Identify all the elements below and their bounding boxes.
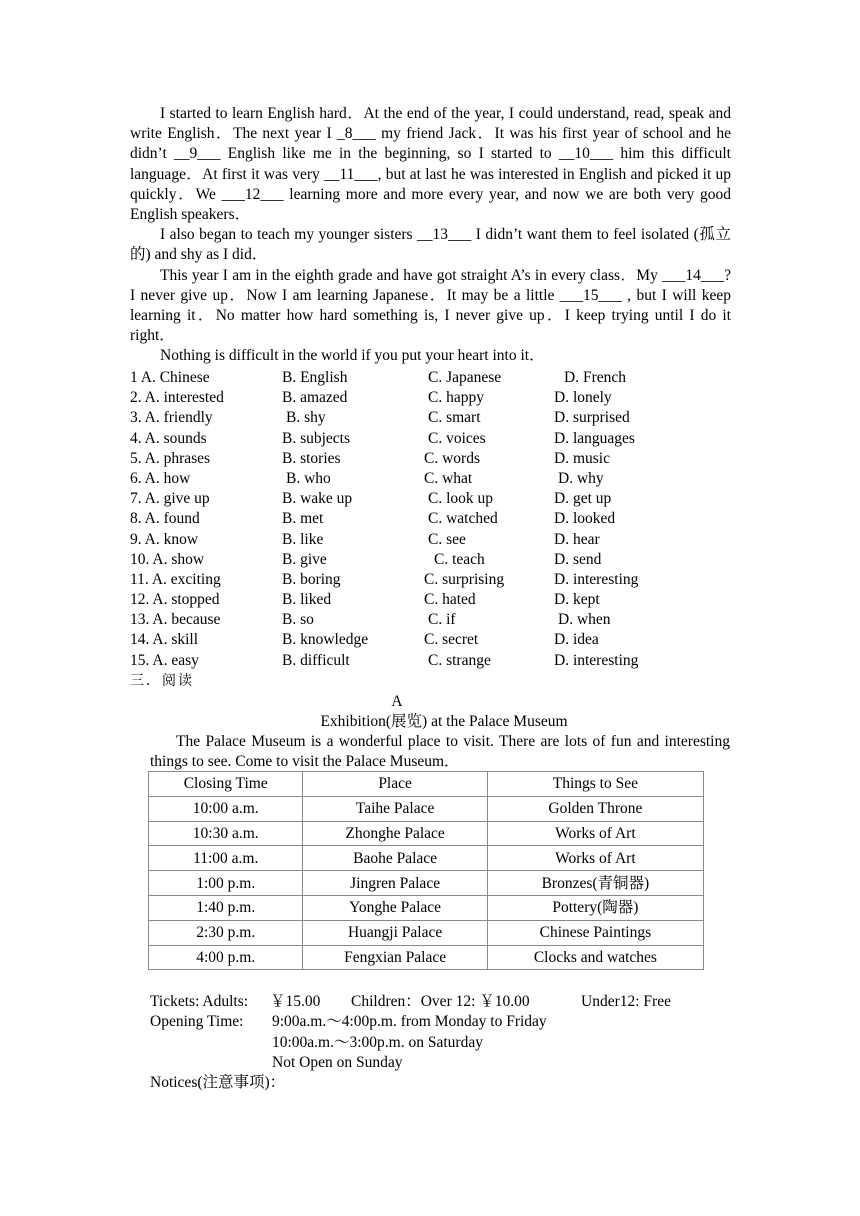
section-heading: 三．阅读 [130, 673, 194, 689]
option-row [130, 509, 750, 529]
option-choice: D. hear [554, 530, 600, 548]
option-choice: C. look up [428, 490, 494, 508]
table-header: Place [303, 772, 487, 797]
option-choice: C. Japanese [428, 369, 502, 386]
table-cell: Taihe Palace [303, 796, 487, 821]
option-row [130, 469, 750, 489]
option-choice: 13. A. because [130, 611, 221, 629]
option-row [130, 429, 750, 449]
option-choice: B. liked [282, 591, 332, 609]
table-cell: Golden Throne [487, 796, 703, 821]
table-cell: 10:30 a.m. [149, 821, 303, 846]
option-choice: B. difficult [282, 651, 350, 669]
notices-label: Notices(注意事项)： [150, 1074, 286, 1092]
option-row [130, 489, 750, 509]
table-cell: Yonghe Palace [303, 895, 487, 920]
option-choice: B. English [282, 369, 348, 386]
table-body [149, 796, 704, 970]
table-cell: Clocks and watches [487, 945, 703, 970]
option-choice: C. words [424, 449, 480, 467]
option-choice: B. subjects [282, 429, 351, 447]
option-choice: 15. A. easy [130, 651, 199, 669]
option-row [130, 651, 750, 671]
table-row [149, 895, 704, 920]
table-cell: Jingren Palace [303, 871, 487, 896]
option-choice: B. met [282, 510, 324, 528]
option-choice: D. when [558, 611, 611, 629]
opening-row [150, 1033, 750, 1053]
option-choice: B. amazed [282, 389, 348, 407]
table-cell: Works of Art [487, 821, 703, 846]
option-choice: 12. A. stopped [130, 591, 220, 609]
table-cell: Bronzes(青铜器) [487, 871, 703, 896]
option-choice: 11. A. exciting [130, 570, 221, 588]
option-choice: B. give [282, 550, 327, 568]
option-choice: B. shy [286, 409, 326, 427]
option-choice: D. kept [554, 591, 600, 609]
option-choice: D. languages [554, 429, 635, 447]
option-choice: D. music [554, 449, 610, 467]
answer-options [130, 368, 750, 671]
option-choice: D. idea [554, 631, 599, 649]
option-choice: 7. A. give up [130, 490, 210, 508]
adult-price: ￥15.00 [270, 993, 321, 1010]
option-row [130, 590, 750, 610]
table-cell: Fengxian Palace [303, 945, 487, 970]
option-choice: C. voices [428, 429, 486, 447]
option-choice: 4. A. sounds [130, 429, 207, 447]
opening-weekdays: 9:00a.m.～4:00p.m. from Monday to Friday [272, 1013, 547, 1031]
table-row [149, 871, 704, 896]
option-choice: B. knowledge [282, 631, 369, 649]
option-choice: 3. A. friendly [130, 409, 213, 427]
option-choice: C. what [424, 469, 473, 487]
table-row [149, 945, 704, 970]
option-choice: B. who [286, 469, 331, 487]
option-choice: B. stories [282, 449, 341, 467]
visit-info [150, 992, 750, 1093]
option-choice: D. get up [554, 490, 612, 508]
tickets-row [150, 992, 750, 1012]
opening-saturday: 10:00a.m.～3:00p.m. on Saturday [272, 1033, 483, 1051]
option-choice: C. secret [424, 631, 479, 649]
tickets-label: Tickets: Adults: [150, 993, 249, 1010]
under12-price: Under12: Free [581, 993, 671, 1010]
table-cell: 4:00 p.m. [149, 945, 303, 970]
option-choice: D. interesting [554, 651, 639, 669]
children-price: Children：Over 12: ￥10.00 [351, 993, 530, 1010]
exhibition-table [148, 771, 704, 970]
option-row [130, 610, 750, 630]
option-choice: D. why [558, 469, 604, 487]
option-choice: D. send [554, 550, 602, 568]
option-choice: 1 A. Chinese [130, 369, 210, 386]
table-row [149, 821, 704, 846]
option-choice: D. looked [554, 510, 616, 528]
option-choice: D. surprised [554, 409, 630, 427]
table-header-row [149, 772, 704, 797]
option-choice: D. interesting [554, 570, 639, 588]
opening-row [150, 1012, 750, 1032]
option-choice: 14. A. skill [130, 631, 199, 649]
option-choice: 8. A. found [130, 510, 200, 528]
option-row [130, 368, 750, 388]
table-cell: 10:00 a.m. [149, 796, 303, 821]
table-cell: Huangji Palace [303, 920, 487, 945]
table-row [149, 796, 704, 821]
table-cell: Baohe Palace [303, 846, 487, 871]
passage-paragraph: I started to learn English hard．At the end of the year, I could understand, read, speak and write English．The next year I _8___ my friend Jack．It was his first year of school and he didn’t __9___ English like me in the beginning, so I started to __10___ him this difficult language．At first it was very __11___, but at last he was interested in English and picked it up quickly．We ___12___ learning more and more every year, and now we are both very good English speakers． [130, 105, 731, 224]
table-cell: Chinese Paintings [487, 920, 703, 945]
table-row [149, 920, 704, 945]
option-row [130, 408, 750, 428]
option-choice: B. so [282, 611, 314, 629]
option-row [130, 570, 750, 590]
option-choice: C. smart [428, 409, 481, 427]
option-choice: 9. A. know [130, 530, 199, 548]
reading-letter: A [391, 693, 403, 710]
option-choice: C. hated [424, 591, 476, 609]
table-cell: Pottery(陶器) [487, 895, 703, 920]
table-header: Things to See [487, 772, 703, 797]
passage-paragraph: Nothing is difficult in the world if you put your heart into it． [160, 347, 545, 365]
option-choice: 10. A. show [130, 550, 205, 568]
table-cell: 1:00 p.m. [149, 871, 303, 896]
option-choice: C. strange [428, 651, 491, 669]
option-choice: 2. A. interested [130, 389, 224, 407]
option-choice: B. boring [282, 570, 341, 588]
reading-title: Exhibition(展览) at the Palace Museum [320, 713, 568, 730]
opening-row [150, 1053, 750, 1073]
option-choice: C. watched [428, 510, 498, 528]
table-cell: Zhonghe Palace [303, 821, 487, 846]
option-choice: 5. A. phrases [130, 449, 211, 467]
table-cell: 1:40 p.m. [149, 895, 303, 920]
option-row [130, 530, 750, 550]
option-choice: C. surprising [424, 570, 505, 588]
option-row [130, 388, 750, 408]
reading-intro: The Palace Museum is a wonderful place to visit. There are lots of fun and interesting things to see. Come to visit the Palace Museum． [150, 733, 730, 770]
notices-row [150, 1073, 750, 1093]
cloze-passage [130, 104, 731, 367]
table-cell: 2:30 p.m. [149, 920, 303, 945]
table-header: Closing Time [149, 772, 303, 797]
option-choice: C. teach [434, 550, 485, 568]
option-choice: B. like [282, 530, 324, 548]
opening-label: Opening Time: [150, 1013, 244, 1031]
table-cell: Works of Art [487, 846, 703, 871]
option-choice: B. wake up [282, 490, 353, 508]
passage-paragraph: I also began to teach my younger sisters __13___ I didn’t want them to feel isolated (孤立的) and shy as I did． [130, 226, 731, 264]
passage-paragraph: This year I am in the eighth grade and have got straight A’s in every class．My ___14___? I never give up．Now I am learning Japanese．It may be a little ___15___ , but I will keep learning it．No matter how hard something is, I never give up．I keep trying until I do it right． [130, 266, 731, 345]
option-choice: C. happy [428, 389, 484, 407]
table-row [149, 846, 704, 871]
option-choice: 6. A. how [130, 469, 191, 487]
option-row [130, 630, 750, 650]
option-row [130, 449, 750, 469]
option-choice: D. lonely [554, 389, 612, 407]
option-choice: D. French [564, 369, 626, 386]
option-choice: C. if [428, 611, 456, 629]
option-row [130, 550, 750, 570]
opening-sunday: Not Open on Sunday [272, 1053, 403, 1071]
option-choice: C. see [428, 530, 466, 548]
table-cell: 11:00 a.m. [149, 846, 303, 871]
